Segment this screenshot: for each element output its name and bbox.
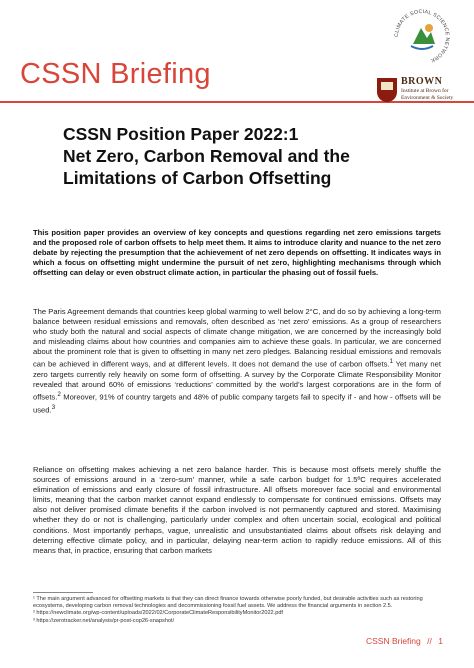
page-number: 1 bbox=[438, 636, 443, 646]
footnote-ref-2[interactable]: 2 bbox=[57, 391, 61, 399]
paper-title bbox=[63, 123, 423, 189]
briefing-brand: CSSN Briefing bbox=[20, 58, 211, 90]
brown-subtitle: Institute at Brown for Environment & Society bbox=[401, 88, 454, 101]
title-line-1: CSSN Position Paper 2022:1 bbox=[63, 124, 299, 144]
footer-label: CSSN Briefing bbox=[365, 636, 421, 646]
cssn-logo bbox=[391, 6, 453, 68]
title-line-3: Limitations of Carbon Offsetting bbox=[63, 168, 332, 188]
footnotes bbox=[33, 596, 443, 625]
abstract-paragraph: This position paper provides an overview of key concepts and questions regarding net zero emissions targets and the proposed role of carbon offsets to help meet them. It aims to introduce clarity and nuance to the net zero debate by rejecting the presumption that the achievement of net zero depends on offsetting. It indicates ways in which a focus on offsetting might undermine the pursuit of net zero, highlighting mechanisms through which offsetting can delay or even obstruct climate action, in particular the phasing out of fossil fuels. bbox=[33, 228, 441, 278]
p1-text-c: Moreover, 91% of country targets and 48% of public company targets fail to specify if - and how - offsets will be used. bbox=[33, 392, 441, 415]
body-paragraph-1 bbox=[33, 307, 441, 416]
page-footer bbox=[362, 636, 443, 646]
p1-text-b: Yet many net zero targets currently rely heavily on some form of offsetting. A survey by the Corporate Climate Responsibility Monitor revealed that around 60% of emissions ‘reductions’ committed by the world’s largest corporations are in the form of offsets. bbox=[33, 360, 441, 402]
footer-separator: // bbox=[427, 636, 432, 646]
p1-text-a: The Paris Agreement demands that countries keep global warming to well below 2°C, and do so by achieving a long-term balance between residual emissions and removals, often described as ‘net zero’ emissions. As a group of researchers who study both the natural and social aspects of climate change mitigation, we are concerned by the increasingly bold and misleading claims about how countries and companies aim to achieve these goals. In particular, we are concerned about the prominent role that is given to offsetting in many net zero pledges. Balancing residual emissions and removals can be achieved in different ways, and at different levels. It does not demand the use of carbon offsets. bbox=[33, 307, 441, 369]
footnote-ref-3[interactable]: 3 bbox=[51, 403, 56, 411]
footnote-divider bbox=[33, 592, 93, 593]
brown-name: BROWN bbox=[401, 76, 443, 87]
title-line-2: Net Zero, Carbon Removal and the bbox=[63, 146, 350, 166]
body-paragraph-2: Reliance on offsetting makes achieving a net zero balance harder. This is because most offsets merely shuffle the sources of emissions around in a ‘zero-sum’ manner, while a safe carbon budget for 1.5ºC requires accelerated elimination of emissions and early closure of fossil infrastructure. All offsets moreover face social and environmental limits, meaning that the carbon market cannot expand endlessly to compensate for continued emissions. Offsets may also not deliver promised climate benefits if the carbon involved is not permanently captured and stored. Maximising whether they do or not is challenging, particularly under complex and often uncertain social, ecological and political conditions. Most importantly perhaps, vague, unrealistic and unsubstantiated claims about offsets risk delaying and deterring effective climate policy, and in particular, delaying near-term action to rapidly reduce emissions. All of this means that, in practice, ensuring that carbon markets bbox=[33, 465, 441, 555]
footnote-2[interactable]: ² https://newclimate.org/wp-content/uploads/2022/02/CorporateClimateResponsibilityMonitor2022.pdf bbox=[33, 610, 283, 617]
brown-shield-icon bbox=[377, 78, 397, 102]
footnote-ref-1[interactable]: 1 bbox=[389, 358, 394, 366]
footnote-1: ¹ The main argument advanced for offsetting markets is that they can direct finance towards otherwise poorly funded, but desirable activities such as restoring ecosystems, developing carbon removal technologies and decommissioning fossil fuel assets. We address the financial arguments in section 2.5. bbox=[33, 596, 423, 610]
footnote-3[interactable]: ³ https://zerotracker.net/analysis/pr-post-cop26-snapshot/ bbox=[33, 617, 175, 624]
cssn-logo-text: CLIMATE SOCIAL SCIENCE NETWORK bbox=[393, 8, 451, 64]
brown-logo bbox=[377, 76, 467, 106]
